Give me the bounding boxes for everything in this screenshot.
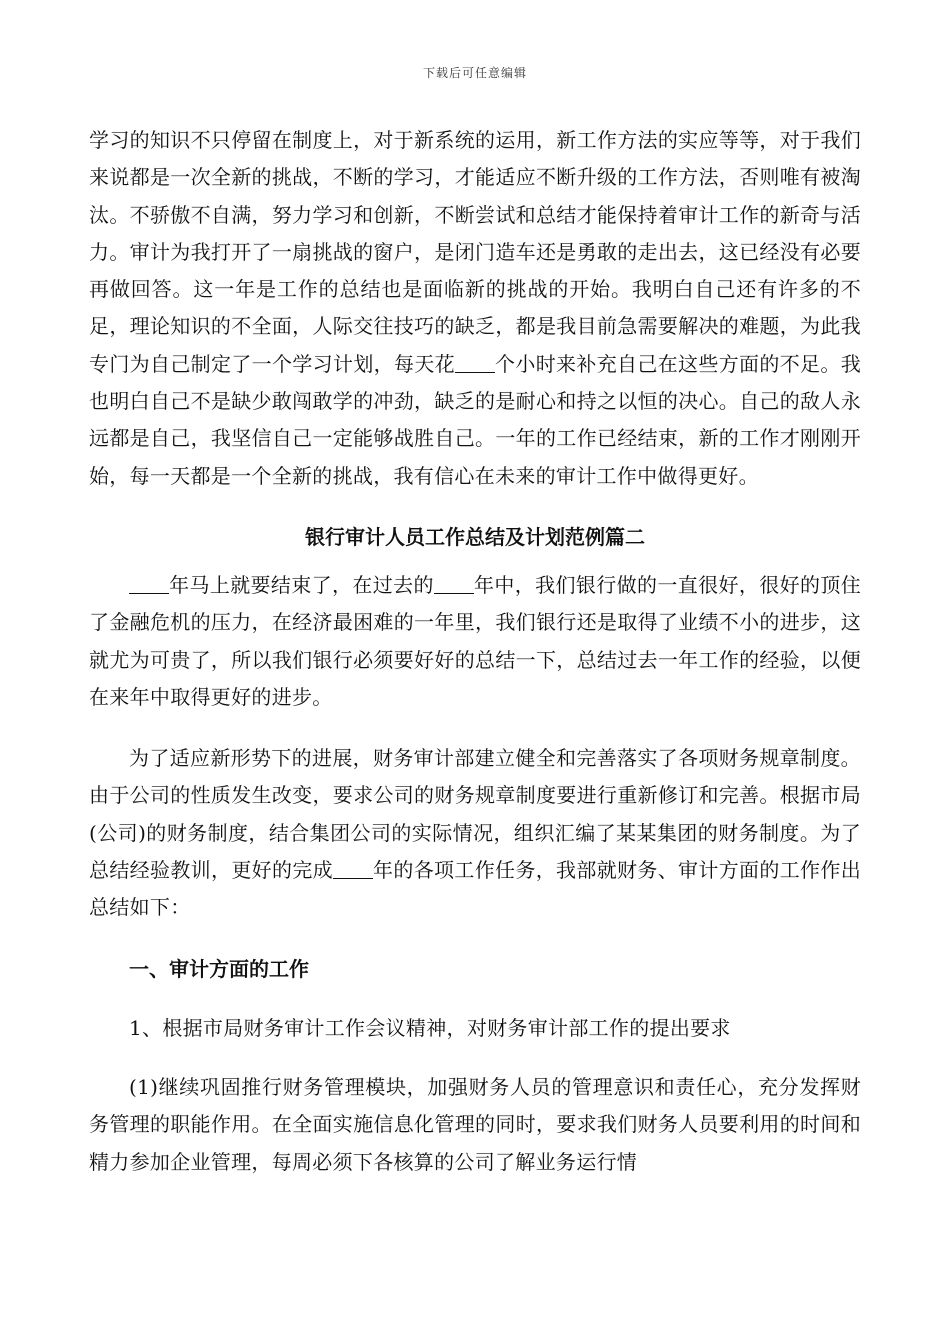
- paragraph-intro: [89, 567, 861, 716]
- list-subitem: (1)继续巩固推行财务管理模块，加强财务人员的管理意识和责任心，充分发挥财务管理的职能作用。在全面实施信息化管理的同时，要求我们财务人员要利用的时间和精力参加企业管理，每周必须下各核算的公司了解业务运行情: [89, 1074, 861, 1174]
- paragraph-text: 年中，我们银行做的一直很好，很好的顶住了金融危机的压力，在经济最困难的一年里，我们银行还是取得了业绩不小的进步，这就尤为可贵了，所以我们银行必须要好好的总结一下，总结过去一年工作的经验，以便在来年中取得更好的进步。: [89, 572, 861, 709]
- section-title: 银行审计人员工作总结及计划范例篇二: [305, 524, 645, 549]
- header-note: 下载后可任意编辑: [422, 66, 527, 80]
- paragraph-text: 学习的知识不只停留在制度上，对于新系统的运用，新工作方法的实应等等，对于我们来说都是一次全新的挑战，不断的学习，才能适应不断升级的工作方法，否则唯有被淘汰。不骄傲不自满，努力学习和创新，不断尝试和总结才能保持着审计工作的新奇与活力。审计为我打开了一扇挑战的窗户，是闭门造车还是勇敢的走出去，这已经没有必要再做回答。这一年是工作的总结也是面临新的挑战的开始。我明白自己还有许多的不足，理论知识的不全面，人际交往技巧的缺乏，都是我目前急需要解决的难题，为此我专门为自己制定了一个学习计划，每天花: [89, 128, 861, 376]
- paragraph-finance-rules: [89, 740, 861, 926]
- document-body: [89, 122, 861, 1181]
- list-item: 1、根据市局财务审计工作会议精神，对财务审计部工作的提出要求: [129, 1015, 731, 1040]
- paragraph-text: 个小时来补充自己在这些方面的不足。我也明白自己不是缺少敢闯敢学的冲劲，缺乏的是耐心和持之以恒的决心。自己的敌人永远都是自己，我坚信自己一定能够战胜自己。一年的工作已经结束，新的工作才刚刚开始，每一天都是一个全新的挑战，我有信心在未来的审计工作中做得更好。: [89, 351, 861, 488]
- paragraph-text: 年马上就要结束了，在过去的: [169, 572, 434, 597]
- paragraph-continuation: [89, 122, 861, 495]
- fill-blank: [129, 573, 169, 594]
- fill-blank: [333, 858, 373, 879]
- fill-blank: [455, 352, 495, 373]
- paragraph-text: 年的各项工作任务，我部就财务、审计方面的工作作出总结如下：: [89, 858, 861, 920]
- heading-audit-work: 一、审计方面的工作: [129, 956, 309, 981]
- paragraph-text: 为了适应新形势下的进展，财务审计部建立健全和完善落实了各项财务规章制度。由于公司的性质发生改变，要求公司的财务规章制度要进行重新修订和完善。根据市局(公司)的财务制度，结合集团公司的实际情况，组织汇编了某某集团的财务制度。为了总结经验教训，更好的完成: [89, 746, 861, 883]
- fill-blank: [434, 573, 474, 594]
